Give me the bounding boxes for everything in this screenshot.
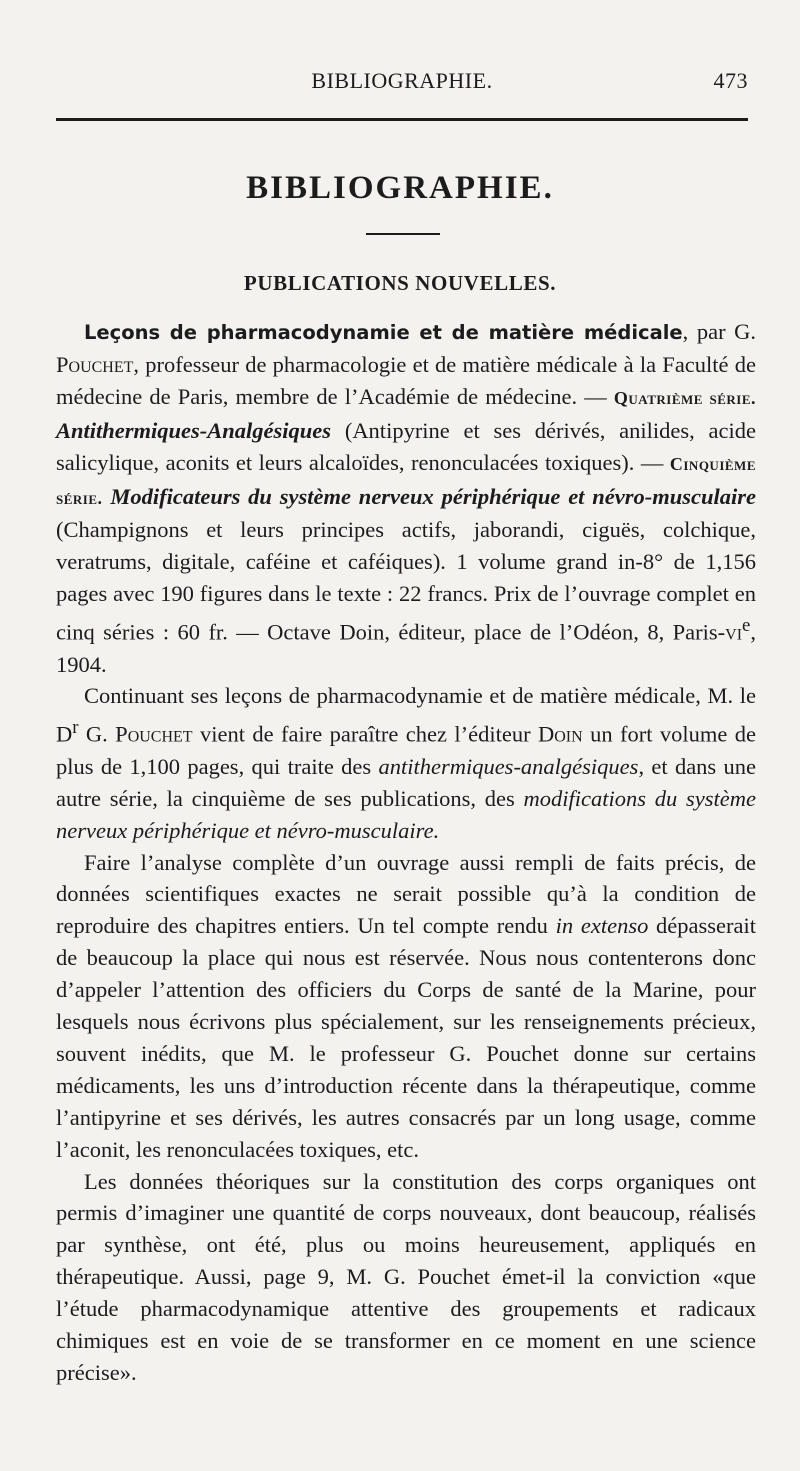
paragraph-text: Continuant ses leçons de pharmacodynamie et de matière médicale, M. le D [56, 683, 756, 747]
paragraph [56, 680, 756, 846]
work-title: Leçons de pharmacodynamie et de matière médicale [84, 321, 683, 344]
header-rule [56, 118, 748, 121]
publisher-name: Doin [537, 721, 583, 747]
paragraph-text: vient de faire paraître chez l’éditeur [192, 721, 538, 747]
page-number: 473 [713, 68, 748, 93]
entry-text: , 1904. [56, 619, 756, 677]
series-title: Modificateurs du système nerveux périphérique et névro-musculaire [110, 483, 756, 509]
entry-text: (Antipyrine et ses dérivés, anilides, acide salicylique, aconits et leurs alcaloïdes, renonculacées toxiques). — [56, 417, 756, 475]
paragraph-text: un fort volume de plus de 1,100 pages, qui traite des [56, 721, 756, 779]
arrondissement: vi [725, 619, 743, 645]
title-rule [366, 233, 440, 235]
paragraph-text: , et dans une autre série, la cinquième de ses publications, des [56, 753, 756, 811]
italic-text: in extenso [555, 913, 649, 939]
paragraph-text: Faire l’analyse complète d’un ouvrage aussi rempli de faits précis, de données scientifiques exactes ne serait possible qu’à la condition de reproduire des chapitres entiers. Un tel compte rendu [56, 849, 756, 939]
main-title: BIBLIOGRAPHIE. [246, 170, 554, 206]
author-name: G. Pouchet [56, 319, 756, 377]
author-name: G. Pouchet [85, 721, 193, 747]
running-title: BIBLIOGRAPHIE. [311, 68, 493, 93]
series-label: Cinquième série. [56, 453, 756, 508]
series-title: Antithermiques-Analgésiques [56, 417, 332, 443]
paragraph-text: Les données théoriques sur la constitution des corps organiques ont permis d’imaginer une quantité de corps nouveaux, dont beaucoup, réalisés par synthèse, ont été, plus ou moins heureusement, appliqués en thérapeutique. Aussi, page 9, M. G. Pouchet émet-il la conviction «que l’étude pharmacodynamique attentive des groupements et radicaux chimiques est en voie de se transformer en ce moment en une science précise». [56, 1168, 756, 1385]
entry-text: , professeur de pharmacologie et de matière médicale à la Faculté de médecine de Paris, membre de l’Académie de médecine. — [56, 351, 756, 409]
section-title: PUBLICATIONS NOUVELLES. [243, 271, 557, 295]
italic-text: antithermiques-analgésiques [378, 753, 639, 779]
series-label: Quatrième série. [613, 387, 756, 408]
superscript: r [72, 717, 79, 739]
paragraph [56, 847, 756, 1166]
entry-text: , par [682, 319, 735, 344]
paragraph-text: dépasserait de beaucoup la place qui nous est réservée. Nous nous contenterons donc d’appeler l’attention des officiers du Corps de santé de la Marine, pour lesquels nous écrivons plus spécialement, sur les renseignements précieux, souvent inédits, que M. le professeur G. Pouchet donne sur certains médicaments, les uns d’introduction récente dans la thérapeutique, comme l’antipyrine et ses dérivés, les autres consacrés par un long usage, comme l’aconit, les renonculacées toxiques, etc. [56, 913, 756, 1162]
italic-text: modifications du système nerveux périphérique et névro-musculaire. [56, 785, 756, 843]
entry-text: (Champignons et leurs principes actifs, jaborandi, ciguës, colchique, veratrums, digitale, caféine et caféiques). 1 volume grand in-8° de 1,156 pages avec 190 figures dans le texte : 22 francs. Prix de l’ouvrage complet en cinq séries : 60 fr. — Octave Doin, éditeur, place de l’Odéon, 8, Paris- [56, 517, 756, 645]
body-text [56, 316, 756, 1389]
superscript: e [742, 615, 751, 637]
paragraph [56, 1166, 756, 1389]
running-head [56, 68, 748, 102]
bibliographic-entry [56, 316, 756, 680]
